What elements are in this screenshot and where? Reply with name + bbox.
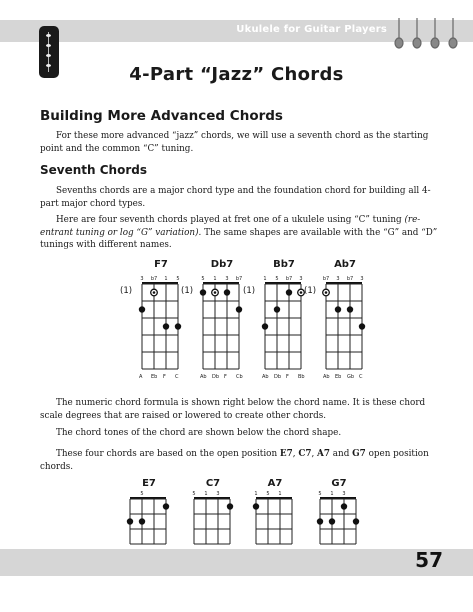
scale-degree: 3: [342, 491, 346, 497]
chord-diagram-ab7: [304, 259, 370, 384]
scale-degree: 1: [263, 276, 267, 282]
scale-degree: 3: [360, 276, 364, 282]
chord-tone: Cb: [236, 374, 243, 380]
subsection-heading: Seventh Chords: [40, 163, 147, 177]
ukulele-icons: [389, 16, 467, 50]
scale-degree: 1: [278, 491, 282, 497]
chord-name: A7: [267, 478, 283, 489]
finger-dot: [175, 323, 181, 329]
formula-paragraph: The numeric chord formula is shown right below the chord name. It is these chord scale degrees that are raised or lowered to create other chords.: [40, 398, 426, 421]
scale-degree: 5: [140, 491, 144, 497]
finger-dot: [224, 289, 230, 295]
finger-dot: [236, 306, 242, 312]
chord-tones-paragraph: The chord tones of the chord are shown below the chord shape.: [56, 428, 342, 438]
chord-tone: Db: [274, 374, 282, 380]
open-position-paragraph: These four chords are based on the open position E7, C7, A7 and G7 open position chords.: [40, 449, 429, 472]
finger-dot: [139, 518, 145, 524]
chord-tone: F: [286, 374, 289, 380]
book-title: Ukulele for Guitar Players: [236, 24, 387, 35]
finger-dot: [127, 518, 133, 524]
chord-tone: Ab: [323, 374, 330, 380]
finger-dot: [347, 306, 353, 312]
scale-degree: 1: [164, 276, 168, 282]
chord-name: C7: [205, 478, 221, 489]
chord-name: F7: [154, 259, 168, 270]
scale-degree: 1: [213, 276, 217, 282]
finger-dot: [353, 518, 359, 524]
finger-dot: [274, 306, 280, 312]
chord-diagram-db7: [181, 259, 247, 384]
scale-degree: 3: [336, 276, 340, 282]
intro-paragraph: For these more advanced “jazz” chords, we will use a seventh chord as the starting point and the common “C” tuning.: [40, 131, 429, 154]
open-chord-diagram-e7: [124, 478, 174, 548]
seventh-chords-paragraph: Here are four seventh chords played at fret one of a ukulele using “C” tuning (re-entrant tuning or log “G” variation). The same shapes are available with the “G” and “D” tunings with different names.: [40, 215, 438, 250]
chord-diagram-f7: [120, 259, 186, 384]
scale-degree: 5: [266, 491, 270, 497]
chord-name: Bb7: [273, 259, 295, 270]
open-chord-diagram-a7: [250, 478, 300, 548]
scale-degree: 5: [192, 491, 196, 497]
scale-degree: 1: [330, 491, 334, 497]
open-chord-diagram-g7: [314, 478, 364, 548]
scale-degree: b7: [346, 276, 354, 282]
finger-dot: [286, 289, 292, 295]
fretboard: [188, 478, 238, 548]
chord-tone: Eb: [151, 374, 158, 380]
chord-name: Ab7: [334, 259, 356, 270]
scale-degree: 3: [225, 276, 229, 282]
page-title: 4-Part “Jazz” Chords: [129, 64, 344, 85]
fretboard: [197, 259, 247, 384]
finger-dot: [163, 503, 169, 509]
finger-dot: [341, 503, 347, 509]
finger-dot: [329, 518, 335, 524]
footer-band: [0, 549, 473, 576]
fret-label: (1): [304, 286, 317, 296]
chord-tone: Gb: [347, 374, 355, 380]
finger-dot: [227, 503, 233, 509]
chord-tone: Ab: [262, 374, 269, 380]
finger-dot: [359, 323, 365, 329]
scale-degree: b7: [235, 276, 243, 282]
chord-tone: Bb: [298, 374, 305, 380]
sevenths-paragraph: Sevenths chords are a major chord type and the foundation chord for building all 4-part major chord types.: [40, 186, 431, 209]
scale-degree: 5: [318, 491, 322, 497]
scale-degree: 3: [299, 276, 303, 282]
chord-tone: C: [175, 374, 179, 380]
fret-label: (1): [243, 286, 256, 296]
chord-tone: F: [224, 374, 227, 380]
finger-dot: [262, 323, 268, 329]
chord-tone: A: [139, 374, 143, 380]
fret-label: (1): [181, 286, 194, 296]
finger-dot: [253, 503, 259, 509]
scale-degree: 1: [254, 491, 258, 497]
scale-degree: b7: [150, 276, 158, 282]
section-heading: Building More Advanced Chords: [40, 108, 283, 124]
fretboard: [259, 259, 309, 384]
page-number: 57: [415, 548, 443, 572]
fretboard: [314, 478, 364, 548]
scale-degree: 5: [176, 276, 180, 282]
fretboard: [124, 478, 174, 548]
chord-name: G7: [331, 478, 347, 489]
scale-degree: 3: [216, 491, 220, 497]
chord-tone: Db: [212, 374, 220, 380]
finger-dot: [335, 306, 341, 312]
scale-degree: 5: [275, 276, 279, 282]
scale-degree: b7: [285, 276, 293, 282]
finger-dot: [163, 323, 169, 329]
chord-name: Db7: [210, 259, 234, 270]
chord-tone: F: [163, 374, 166, 380]
chord-tone: Ab: [200, 374, 207, 380]
finger-dot: [200, 289, 206, 295]
chord-diagram-bb7: [243, 259, 309, 384]
fret-label: (1): [120, 286, 133, 296]
scale-degree: 3: [140, 276, 144, 282]
finger-dot: [317, 518, 323, 524]
chord-tone: C: [359, 374, 363, 380]
fretboard: [250, 478, 300, 548]
fretboard: [136, 259, 186, 384]
scale-degree: 1: [204, 491, 208, 497]
open-chord-diagram-c7: [188, 478, 238, 548]
chord-name: E7: [142, 478, 156, 489]
scale-degree: 5: [201, 276, 205, 282]
fretboard: [320, 259, 370, 384]
scale-degree: b7: [322, 276, 330, 282]
chord-tone: Eb: [335, 374, 342, 380]
finger-dot: [139, 306, 145, 312]
